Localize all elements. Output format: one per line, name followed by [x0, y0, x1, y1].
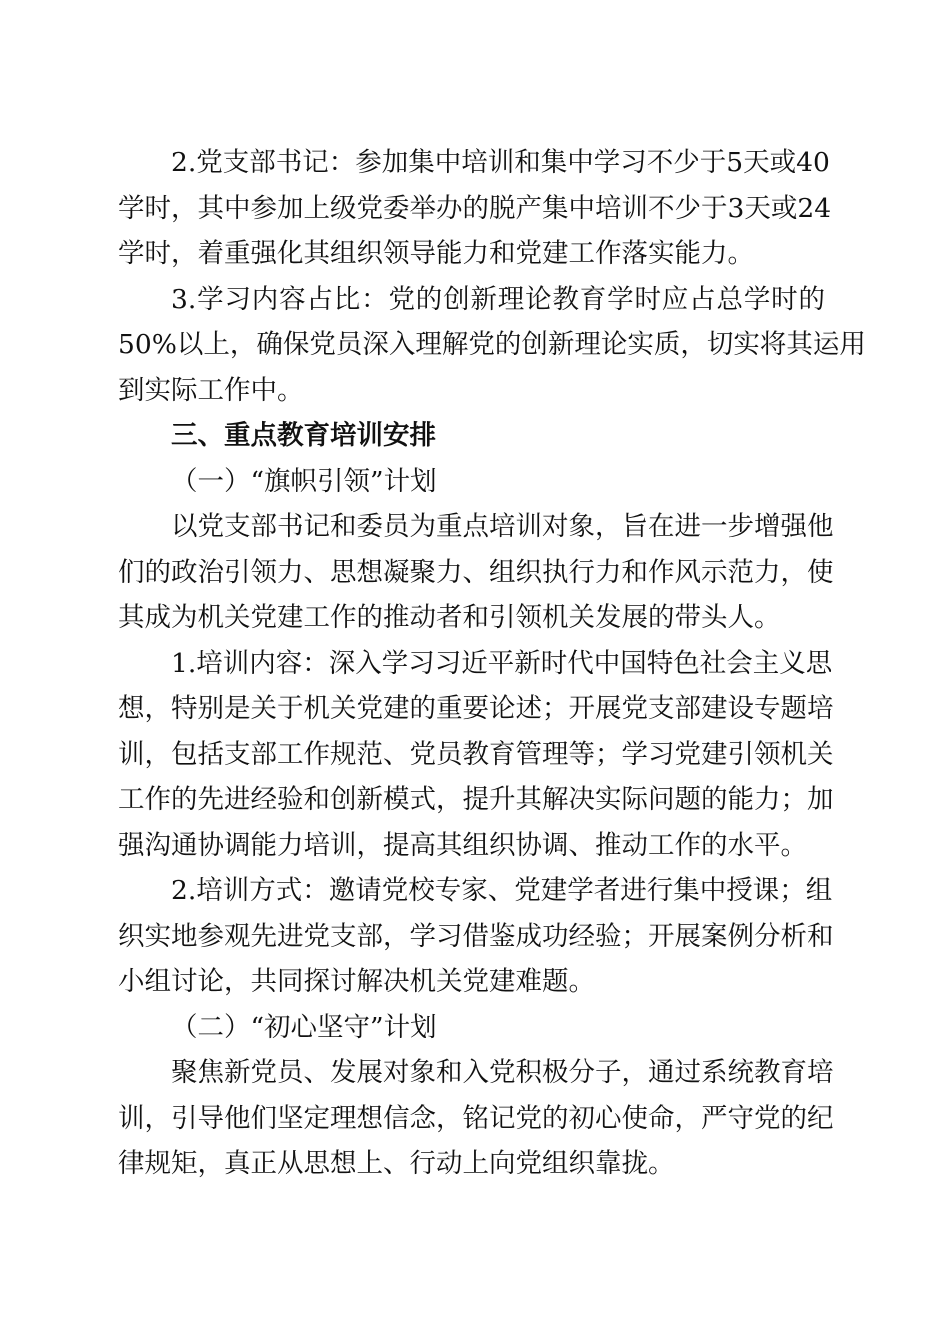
paragraph-content-ratio	[118, 277, 866, 414]
subsection-heading-flag: （一）“旗帜引领”计划	[171, 465, 437, 497]
paragraph-branch-secretary	[118, 140, 832, 277]
text-line: 到实际工作中。	[118, 374, 304, 406]
text-line: 2.培训方式：邀请党校专家、党建学者进行集中授课；组	[171, 875, 833, 906]
text-line: 强沟通协调能力培训，提高其组织协调、推动工作的水平。	[118, 829, 807, 861]
text-line: 想，特别是关于机关党建的重要论述；开展党支部建设专题培	[118, 693, 834, 724]
text-line: 2.党支部书记：参加集中培训和集中学习不少于5天或40	[171, 147, 830, 178]
text-line: 小组讨论，共同探讨解决机关党建难题。	[118, 966, 595, 997]
text-line: 训，包括支部工作规范、党员教育管理等；学习党建引领机关	[118, 738, 834, 770]
text-line: 训，引导他们坚定理想信念，铭记党的初心使命，严守党的纪	[118, 1102, 834, 1134]
text-line: 织实地参观先进党支部，学习借鉴成功经验；开展案例分析和	[118, 920, 834, 952]
text-line: 聚焦新党员、发展对象和入党积极分子，通过系统教育培	[171, 1057, 834, 1088]
paragraph-flag-intro	[118, 504, 834, 641]
text-line: 学时，其中参加上级党委举办的脱产集中培训不少于3天或24	[118, 192, 832, 224]
text-line: 们的政治引领力、思想凝聚力、组织执行力和作风示范力，使	[118, 556, 834, 588]
paragraph-training-method	[118, 868, 834, 1005]
paragraph-training-content	[118, 641, 834, 869]
text-line: 50%以上，确保党员深入理解党的创新理论实质，切实将其运用	[118, 329, 866, 360]
text-line: 其成为机关党建工作的推动者和引领机关发展的带头人。	[118, 602, 781, 633]
subsection-heading-original-aspiration: （二）“初心坚守”计划	[171, 1011, 437, 1043]
text-line: 1.培训内容：深入学习习近平新时代中国特色社会主义思	[171, 647, 833, 679]
text-line: 以党支部书记和委员为重点培训对象，旨在进一步增强他	[171, 511, 834, 542]
document-body	[118, 140, 866, 1187]
text-line: 工作的先进经验和创新模式，提升其解决实际问题的能力；加	[118, 784, 834, 815]
section-heading: 三、重点教育培训安排	[171, 420, 436, 451]
paragraph-original-aspiration-intro	[118, 1050, 834, 1187]
text-line: 律规矩，真正从思想上、行动上向党组织靠拢。	[118, 1148, 675, 1179]
text-line: 学时，着重强化其组织领导能力和党建工作落实能力。	[118, 238, 754, 269]
text-line: 3.学习内容占比：党的创新理论教育学时应占总学时的	[171, 283, 825, 315]
